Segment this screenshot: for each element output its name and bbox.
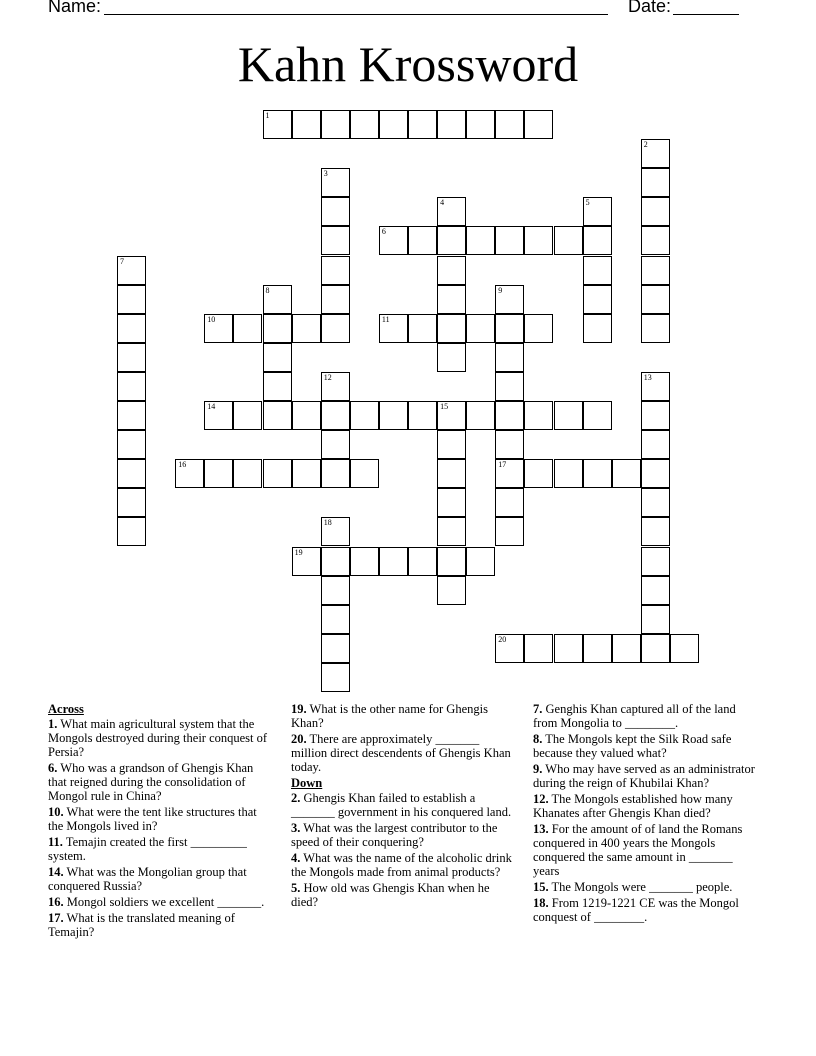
grid-cell[interactable] (408, 226, 437, 255)
grid-cell[interactable] (554, 401, 583, 430)
grid-cell[interactable] (466, 314, 495, 343)
grid-cell[interactable] (612, 634, 641, 663)
grid-cell[interactable] (292, 314, 321, 343)
clue-across-16: 16. Mongol soldiers we excellent _______. (48, 895, 265, 909)
grid-cell[interactable] (321, 110, 350, 139)
clue-across-19: 19. What is the other name for Ghengis Khan? (291, 702, 488, 730)
grid-cell[interactable] (233, 314, 262, 343)
grid-cell[interactable] (495, 110, 524, 139)
grid-cell[interactable] (495, 343, 524, 372)
grid-cell[interactable] (321, 576, 350, 605)
grid-cell[interactable] (495, 517, 524, 546)
cell-number: 4 (440, 198, 445, 208)
grid-cell[interactable] (524, 459, 553, 488)
grid-cell[interactable] (379, 226, 408, 255)
grid-cell[interactable] (292, 459, 321, 488)
grid-cell[interactable] (495, 430, 524, 459)
clue-down-3: 3. What was the largest contributor to the speed of their conquering? (291, 821, 498, 849)
grid-cell[interactable] (321, 430, 350, 459)
name-label: Name: (48, 0, 102, 16)
grid-cell[interactable] (233, 459, 262, 488)
grid-cell[interactable] (408, 401, 437, 430)
cell-number: 9 (498, 285, 503, 295)
grid-cell[interactable] (524, 226, 553, 255)
grid-cell[interactable] (117, 488, 146, 517)
grid-cell[interactable] (641, 488, 670, 517)
grid-cell[interactable] (641, 459, 670, 488)
grid-cell[interactable] (495, 285, 524, 314)
cell-number: 16 (178, 460, 187, 470)
grid-cell[interactable] (204, 314, 233, 343)
cell-number: 1 (265, 111, 270, 120)
grid-cell[interactable] (524, 401, 553, 430)
grid-cell[interactable] (437, 517, 466, 546)
cell-number: 3 (323, 169, 328, 179)
grid-cell[interactable] (350, 459, 379, 488)
grid-cell[interactable] (292, 401, 321, 430)
clue-column-2 (291, 702, 517, 911)
clue-across-1: 1. What main agricultural system that the Mongols destroyed during their conquest of Persia? (48, 717, 268, 759)
grid-cell[interactable] (117, 314, 146, 343)
grid-cell[interactable] (495, 314, 524, 343)
grid-cell[interactable] (437, 547, 466, 576)
cell-number: 20 (498, 634, 507, 644)
grid-cell[interactable] (641, 547, 670, 576)
cell-number: 10 (207, 314, 216, 324)
grid-cell[interactable] (583, 226, 612, 255)
clue-across-11: 11. Temajin created the first _________ system. (48, 835, 247, 863)
clue-down-4: 4. What was the name of the alcoholic drink the Mongols made from animal products? (291, 851, 512, 879)
down-heading: Down (291, 776, 323, 790)
grid-cell[interactable] (263, 110, 292, 139)
clue-down-8: 8. The Mongols kept the Silk Road safe because they valued what? (533, 732, 732, 760)
grid-cell[interactable] (670, 634, 699, 663)
grid-cell[interactable] (321, 459, 350, 488)
grid-cell[interactable] (554, 226, 583, 255)
grid-cell[interactable] (583, 197, 612, 226)
grid-cell[interactable] (117, 285, 146, 314)
page-title: Kahn Krossword (237, 36, 579, 92)
clue-down-9: 9. Who may have served as an administrator during the reign of Khubilai Khan? (533, 762, 755, 790)
grid-cell[interactable] (641, 168, 670, 197)
clue-across-10: 10. What were the tent like structures that the Mongols lived in? (48, 805, 257, 833)
grid-cell[interactable] (379, 314, 408, 343)
grid-cell[interactable] (495, 488, 524, 517)
cell-number: 7 (120, 256, 124, 266)
grid-cell[interactable] (437, 430, 466, 459)
grid-cell[interactable] (641, 430, 670, 459)
grid-cell[interactable] (554, 634, 583, 663)
cell-number: 19 (294, 547, 303, 557)
clue-down-2: 2. Ghengis Khan failed to establish a _______ government in his conquered land. (291, 791, 512, 819)
grid-cell[interactable] (321, 226, 350, 255)
grid-cell[interactable] (263, 459, 292, 488)
grid-cell[interactable] (321, 256, 350, 285)
grid-cell[interactable] (495, 226, 524, 255)
grid-cell[interactable] (583, 256, 612, 285)
date-label: Date: (628, 0, 672, 16)
grid-cell[interactable] (321, 605, 350, 634)
grid-cell[interactable] (437, 576, 466, 605)
clue-down-15: 15. The Mongols were _______ people. (533, 880, 733, 894)
clue-across-14: 14. What was the Mongolian group that conquered Russia? (48, 865, 247, 893)
grid-cell[interactable] (204, 459, 233, 488)
clue-across-17: 17. What is the translated meaning of Temajin? (48, 911, 235, 939)
grid-cell[interactable] (641, 256, 670, 285)
grid-cell[interactable] (641, 401, 670, 430)
cell-number: 14 (207, 402, 216, 411)
grid-cell[interactable] (437, 285, 466, 314)
grid-cell[interactable] (466, 547, 495, 576)
grid-cell[interactable] (350, 547, 379, 576)
grid-cell[interactable] (495, 459, 524, 488)
grid-cell[interactable] (437, 110, 466, 139)
grid-cell[interactable] (583, 634, 612, 663)
clue-down-12: 12. The Mongols established how many Khanates after Ghengis Khan died? (533, 792, 733, 820)
grid-cell[interactable] (641, 576, 670, 605)
grid-cell[interactable] (117, 256, 146, 285)
grid-cell[interactable] (321, 168, 350, 197)
grid-cell[interactable] (495, 401, 524, 430)
grid-cell[interactable] (524, 110, 553, 139)
grid-cell[interactable] (321, 634, 350, 663)
clue-across-20: 20. There are approximately _______ million direct descendents of Ghengis Khan today. (291, 732, 511, 774)
grid-cell[interactable] (408, 314, 437, 343)
grid-cell[interactable] (263, 401, 292, 430)
grid-cell[interactable] (554, 459, 583, 488)
grid-cell[interactable] (379, 547, 408, 576)
clue-column-1 (48, 702, 274, 941)
grid-cell[interactable] (641, 197, 670, 226)
clue-down-7: 7. Genghis Khan captured all of the land from Mongolia to ________. (533, 702, 736, 730)
grid-cell[interactable] (437, 314, 466, 343)
cell-number: 8 (265, 285, 270, 295)
grid-cell[interactable] (641, 314, 670, 343)
grid-cell[interactable] (612, 459, 641, 488)
clue-across-6: 6. Who was a grandson of Ghengis Khan that reigned during the consolidation of Mongol rule in China? (48, 761, 254, 803)
grid-cell[interactable] (233, 401, 262, 430)
grid-cell[interactable] (641, 605, 670, 634)
grid-cell[interactable] (321, 663, 350, 692)
grid-cell[interactable] (292, 547, 321, 576)
cell-number: 6 (381, 227, 386, 237)
grid-cell[interactable] (263, 372, 292, 401)
grid-cell[interactable] (175, 459, 204, 488)
grid-cell[interactable] (117, 430, 146, 459)
grid-cell[interactable] (117, 401, 146, 430)
clue-down-18: 18. From 1219-1221 CE was the Mongol conquest of ________. (533, 896, 739, 924)
grid-cell[interactable] (641, 139, 670, 168)
grid-cell[interactable] (379, 401, 408, 430)
grid-cell[interactable] (204, 401, 233, 430)
grid-cell[interactable] (641, 285, 670, 314)
grid-cell[interactable] (524, 634, 553, 663)
grid-cell[interactable] (583, 285, 612, 314)
grid-cell[interactable] (466, 226, 495, 255)
cell-number: 2 (643, 140, 648, 150)
grid-cell[interactable] (263, 314, 292, 343)
cell-number: 11 (381, 314, 390, 324)
clue-down-5: 5. How old was Ghengis Khan when he died? (291, 881, 490, 909)
grid-cell[interactable] (583, 459, 612, 488)
grid-cell[interactable] (437, 488, 466, 517)
grid-cell[interactable] (117, 459, 146, 488)
grid-cell[interactable] (321, 285, 350, 314)
grid-cell[interactable] (321, 401, 350, 430)
grid-cell[interactable] (321, 547, 350, 576)
grid-cell[interactable] (466, 401, 495, 430)
cell-number: 5 (585, 198, 590, 208)
cell-number: 18 (323, 518, 332, 528)
grid-cell[interactable] (263, 343, 292, 372)
grid-cell[interactable] (466, 110, 495, 139)
clue-column-3 (533, 702, 759, 926)
grid-cell[interactable] (583, 401, 612, 430)
cell-number: 12 (323, 372, 332, 382)
grid-cell[interactable] (641, 226, 670, 255)
grid-cell[interactable] (495, 634, 524, 663)
grid-cell[interactable] (437, 256, 466, 285)
grid-cell[interactable] (321, 197, 350, 226)
cell-number: 17 (498, 460, 507, 470)
cell-number: 15 (440, 402, 449, 411)
grid-cell[interactable] (437, 401, 466, 430)
grid-cell[interactable] (117, 517, 146, 546)
grid-cell[interactable] (263, 285, 292, 314)
grid-cell[interactable] (437, 459, 466, 488)
grid-cell[interactable] (321, 517, 350, 546)
cell-number: 13 (643, 372, 652, 382)
grid-cell[interactable] (524, 314, 553, 343)
grid-cell[interactable] (641, 517, 670, 546)
across-heading: Across (48, 702, 84, 716)
grid-cell[interactable] (437, 226, 466, 255)
grid-cell[interactable] (292, 110, 321, 139)
grid-cell[interactable] (321, 372, 350, 401)
grid-cell[interactable] (321, 314, 350, 343)
grid-cell[interactable] (379, 110, 408, 139)
grid-cell[interactable] (117, 372, 146, 401)
grid-cell[interactable] (495, 372, 524, 401)
grid-cell[interactable] (408, 110, 437, 139)
grid-cell[interactable] (117, 343, 146, 372)
grid-cell[interactable] (350, 401, 379, 430)
grid-cell[interactable] (583, 314, 612, 343)
grid-cell[interactable] (437, 197, 466, 226)
clue-down-13: 13. For the amount of of land the Romans conquered in 400 years the Mongols conquered the same amount in _______ years (533, 822, 743, 878)
grid-cell[interactable] (408, 547, 437, 576)
grid-cell[interactable] (641, 634, 670, 663)
grid-cell[interactable] (350, 110, 379, 139)
grid-cell[interactable] (641, 372, 670, 401)
grid-cell[interactable] (437, 343, 466, 372)
